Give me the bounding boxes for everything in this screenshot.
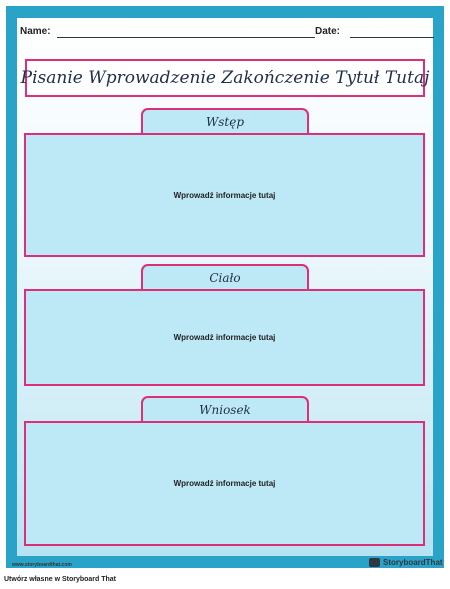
section-tab-label: Wniosek [199,403,251,417]
section-placeholder-text: Wprowadź informacje tutaj [173,479,276,488]
section-tab-intro [141,108,309,134]
storyboard-icon [369,558,380,567]
page-title: Pisanie Wprowadzenie Zakończenie Tytuł Tutaj [20,68,430,88]
date-field[interactable] [350,37,434,38]
footer-url: www.storyboardthat.com [12,562,72,568]
credit-text: Utwórz własne w Storyboard That [4,576,117,583]
section-tab-label: Wstęp [205,115,245,129]
section-placeholder-text: Wprowadź informacje tutaj [173,190,276,200]
name-label: Name: [20,26,51,37]
brand-text: StoryboardThat [383,557,443,567]
section-placeholder-text: Wprowadź informacje tutaj [173,333,276,342]
section-box-intro[interactable] [24,133,425,257]
section-tab-label: Ciało [209,271,241,285]
title-box[interactable] [20,59,430,97]
brand-logo [369,556,443,568]
name-date-row [10,26,440,40]
section-tab-body [141,264,309,290]
section-box-body[interactable] [24,289,425,386]
name-field[interactable] [57,37,315,38]
date-label: Date: [315,26,341,37]
section-box-conclusion[interactable] [24,421,425,546]
section-tab-conclusion [141,396,309,422]
